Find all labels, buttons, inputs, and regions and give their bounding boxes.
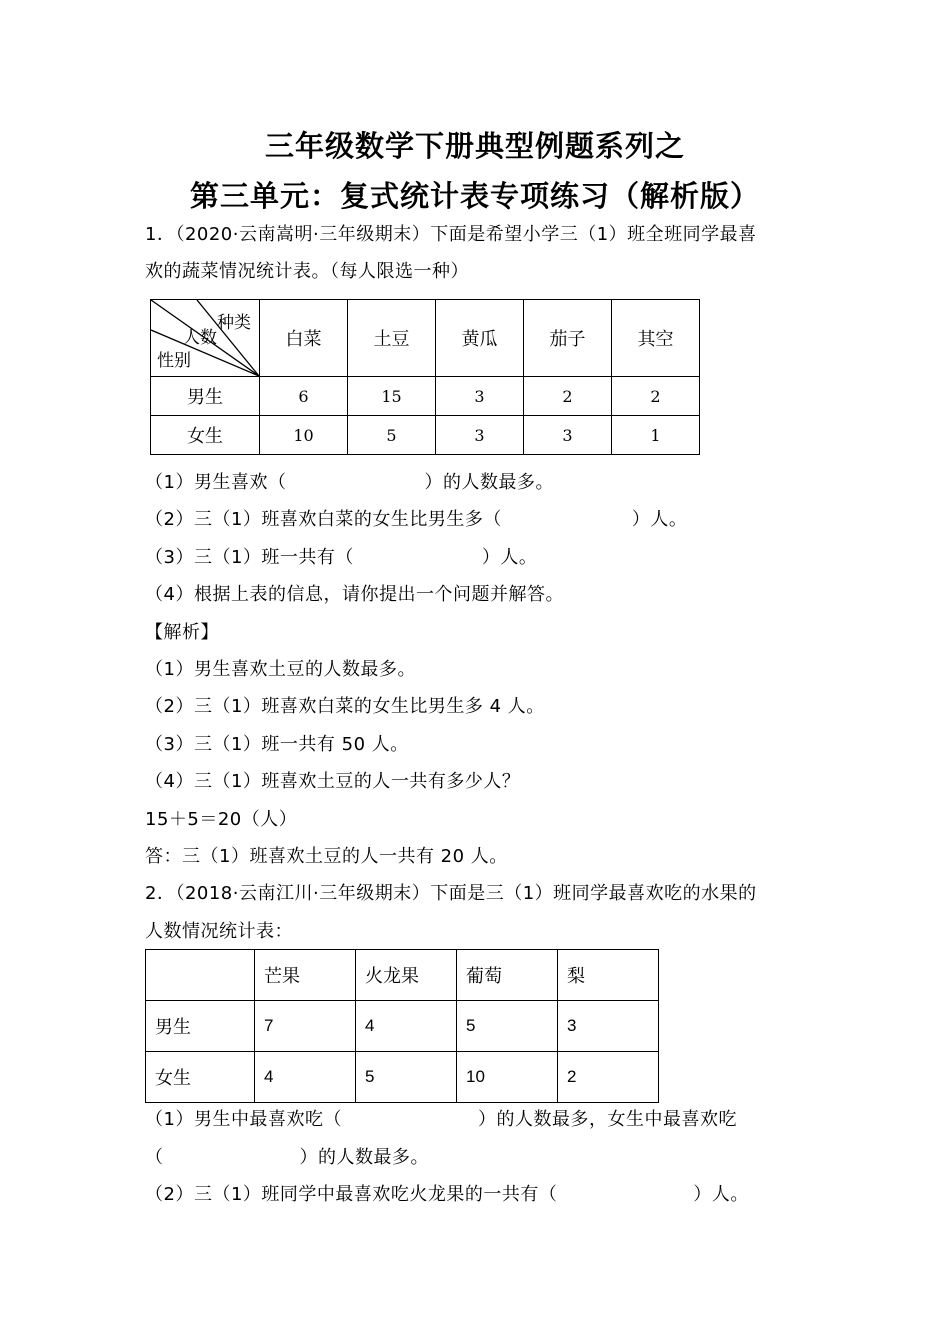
table-cell: 2: [612, 377, 700, 416]
q1-table-corner-cell: [151, 300, 260, 377]
q1-question-2-end: ）人。: [631, 509, 688, 530]
analysis-heading: 【解析】: [145, 622, 219, 643]
table-cell: 2: [558, 1052, 659, 1103]
corner-label-gender: 性别: [157, 351, 191, 371]
analysis-answer-1: （1）男生喜欢土豆的人数最多。: [145, 659, 416, 680]
table-cell: 3: [524, 416, 612, 455]
q2-col-header: 火龙果: [356, 950, 457, 1001]
q1-col-header: 茄子: [524, 300, 612, 377]
q1-col-header: 其空: [612, 300, 700, 377]
analysis-final-answer: 答：三（1）班喜欢土豆的人一共有 20 人。: [145, 846, 508, 867]
q2-table-header-row: [146, 950, 659, 1001]
q1-intro-line2: 欢的蔬菜情况统计表。（每人限选一种）: [145, 261, 469, 282]
document-title-line1: 三年级数学下册典型例题系列之: [264, 129, 685, 163]
q2-question-1-middle: ）的人数最多，女生中最喜欢吃: [477, 1109, 737, 1130]
q2-question-1-start: （1）男生中最喜欢吃（: [145, 1109, 342, 1130]
q1-col-header: 白菜: [260, 300, 348, 377]
analysis-answer-2: （2）三（1）班喜欢白菜的女生比男生多 4 人。: [145, 696, 545, 717]
q2-table-corner-cell: [146, 950, 255, 1001]
table-cell: 6: [260, 377, 348, 416]
q1-question-1: [145, 471, 554, 495]
q1-question-3-start: （3）三（1）班一共有（: [145, 547, 354, 568]
q2-col-header: 芒果: [255, 950, 356, 1001]
q2-question-2: [145, 1183, 749, 1207]
table-cell: 10: [457, 1052, 558, 1103]
q2-question-1-end: ）的人数最多。: [299, 1147, 429, 1168]
document-title-line2: 第三单元：复式统计表专项练习（解析版）: [189, 179, 760, 213]
q1-question-1-end: ）的人数最多。: [424, 472, 554, 493]
q2-question-1-cont-start: （: [145, 1147, 164, 1168]
q1-question-3: [145, 546, 537, 570]
q1-col-header: 土豆: [348, 300, 436, 377]
q1-question-3-end: ）人。: [481, 547, 538, 568]
analysis-calculation: 15＋5＝20（人）: [145, 809, 298, 830]
row-label: 男生: [146, 1001, 255, 1052]
q2-col-header: 梨: [558, 950, 659, 1001]
q2-question-2-start: （2）三（1）班同学中最喜欢吃火龙果的一共有（: [145, 1184, 558, 1205]
table-row: [146, 1001, 659, 1052]
table-row: [151, 377, 700, 416]
q2-question-2-end: ）人。: [693, 1184, 749, 1205]
corner-label-category: 种类: [217, 313, 251, 333]
table-cell: 7: [255, 1001, 356, 1052]
table-cell: 2: [524, 377, 612, 416]
q2-question-1-cont: [145, 1146, 429, 1170]
table-cell: 5: [348, 416, 436, 455]
table-cell: 5: [457, 1001, 558, 1052]
q1-col-header: 黄瓜: [436, 300, 524, 377]
table-row: [151, 416, 700, 455]
corner-label-count: 人数: [183, 328, 217, 348]
q2-col-header: 葡萄: [457, 950, 558, 1001]
analysis-answer-4: （4）三（1）班喜欢土豆的人一共有多少人？: [145, 771, 521, 792]
row-label: 女生: [146, 1052, 255, 1103]
q1-diagonal-header: [151, 300, 259, 376]
q1-question-2: [145, 508, 687, 532]
table-cell: 5: [356, 1052, 457, 1103]
analysis-answer-3: （3）三（1）班一共有 50 人。: [145, 734, 409, 755]
q1-table-header-row: [151, 300, 700, 377]
table-cell: 4: [356, 1001, 457, 1052]
table-cell: 3: [558, 1001, 659, 1052]
q2-intro-line1: 2．（2018·云南江川·三年级期末）下面是三（1）班同学最喜欢吃的水果的: [145, 883, 757, 904]
q2-question-1: [145, 1108, 737, 1132]
table-cell: 1: [612, 416, 700, 455]
q1-vegetable-table: [150, 299, 700, 455]
q1-question-4: （4）根据上表的信息，请你提出一个问题并解答。: [145, 584, 564, 605]
table-cell: 15: [348, 377, 436, 416]
row-label: 女生: [151, 416, 260, 455]
q1-question-2-start: （2）三（1）班喜欢白菜的女生比男生多（: [145, 509, 502, 530]
table-cell: 3: [436, 377, 524, 416]
row-label: 男生: [151, 377, 260, 416]
table-cell: 10: [260, 416, 348, 455]
q1-question-1-start: （1）男生喜欢（: [145, 472, 287, 493]
table-row: [146, 1052, 659, 1103]
q2-fruit-table: [145, 949, 659, 1103]
q2-intro-line2: 人数情况统计表：: [145, 921, 293, 942]
table-cell: 3: [436, 416, 524, 455]
q1-intro-line1: 1．（2020·云南嵩明·三年级期末）下面是希望小学三（1）班全班同学最喜: [145, 224, 757, 245]
table-cell: 4: [255, 1052, 356, 1103]
